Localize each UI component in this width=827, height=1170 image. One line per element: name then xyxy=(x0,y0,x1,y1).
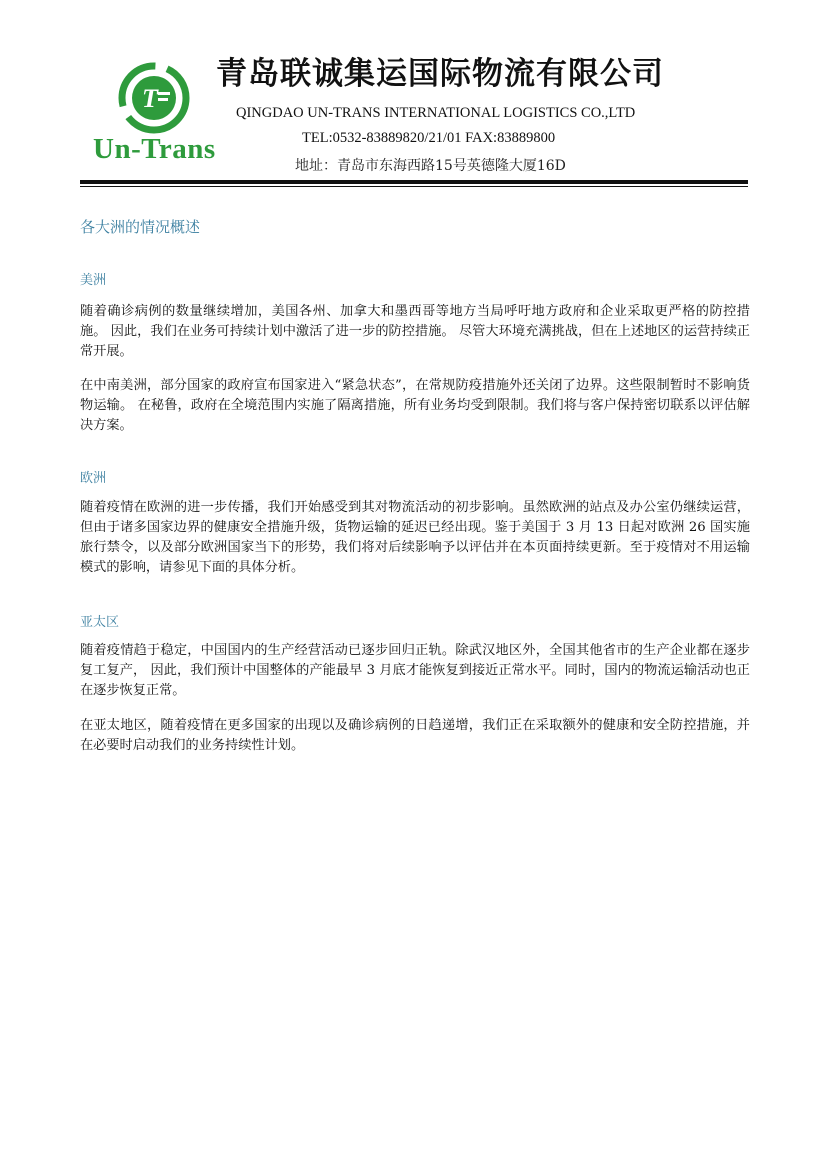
brand-name: Un-Trans xyxy=(93,133,216,165)
contact-info: TEL:0532-83889820/21/01 FAX:83889800 xyxy=(302,130,556,146)
section-heading-europe: 欧洲 xyxy=(80,471,107,486)
paragraph-america-2: 在中南美洲，部分国家的政府宣布国家进入“紧急状态”，在常规防疫措施外还关闭了边界。这些限制暂时不影响货物运输。 在秘鲁，政府在全境范围内实施了隔离措施，所有业务均受到限制。我们将与客户保持密切联系以评估解决方案。 xyxy=(80,378,750,433)
section-heading-apac: 亚太区 xyxy=(80,615,120,630)
paragraph-apac-2: 在亚太地区，随着疫情在更多国家的出现以及确诊病例的日趋递增，我们正在采取额外的健康和安全防控措施，并在必要时启动我们的业务持续性计划。 xyxy=(80,718,750,753)
document-title: 各大洲的情况概述 xyxy=(80,218,201,236)
header-divider-thin xyxy=(80,186,748,187)
company-name-cn: 青岛联诚集运国际物流有限公司 xyxy=(216,56,664,92)
svg-text:T: T xyxy=(142,84,158,113)
paragraph-apac-1: 随着疫情趋于稳定，中国国内的生产经营活动已逐步回归正轨。除武汉地区外，全国其他省市的生产企业都在逐步复工复产， 因此，我们预计中国整体的产能最早 3 月底才能恢复到接近正常水平。同时，国内的物流运输活动也正在逐步恢复正常。 xyxy=(80,643,750,698)
section-heading-america: 美洲 xyxy=(80,273,107,288)
logo-emblem-icon xyxy=(92,58,222,138)
header-divider-thick xyxy=(80,180,748,184)
company-name-en: QINGDAO UN-TRANS INTERNATIONAL LOGISTICS CO.,LTD xyxy=(236,105,636,121)
company-address: 地址：青岛市东海西路15号英德隆大厦16D xyxy=(295,158,566,174)
paragraph-america-1: 随着确诊病例的数量继续增加，美国各州、加拿大和墨西哥等地方当局呼吁地方政府和企业采取更严格的防控措施。 因此，我们在业务可持续计划中激活了进一步的防控措施。 尽管大环境充满挑战，但在上述地区的运营持续正常开展。 xyxy=(80,304,750,359)
paragraph-europe-1: 随着疫情在欧洲的进一步传播，我们开始感受到其对物流活动的初步影响。虽然欧洲的站点及办公室仍继续运营，但由于诸多国家边界的健康安全措施升级，货物运输的延迟已经出现。鉴于美国于 3 月 13 日起对欧洲 26 国实施旅行禁令，以及部分欧洲国家当下的形势，我们将对后续影响予以评估并在本页面持续更新。至于疫情对不用运输模式的影响，请参见下面的具体分析。 xyxy=(80,500,750,575)
